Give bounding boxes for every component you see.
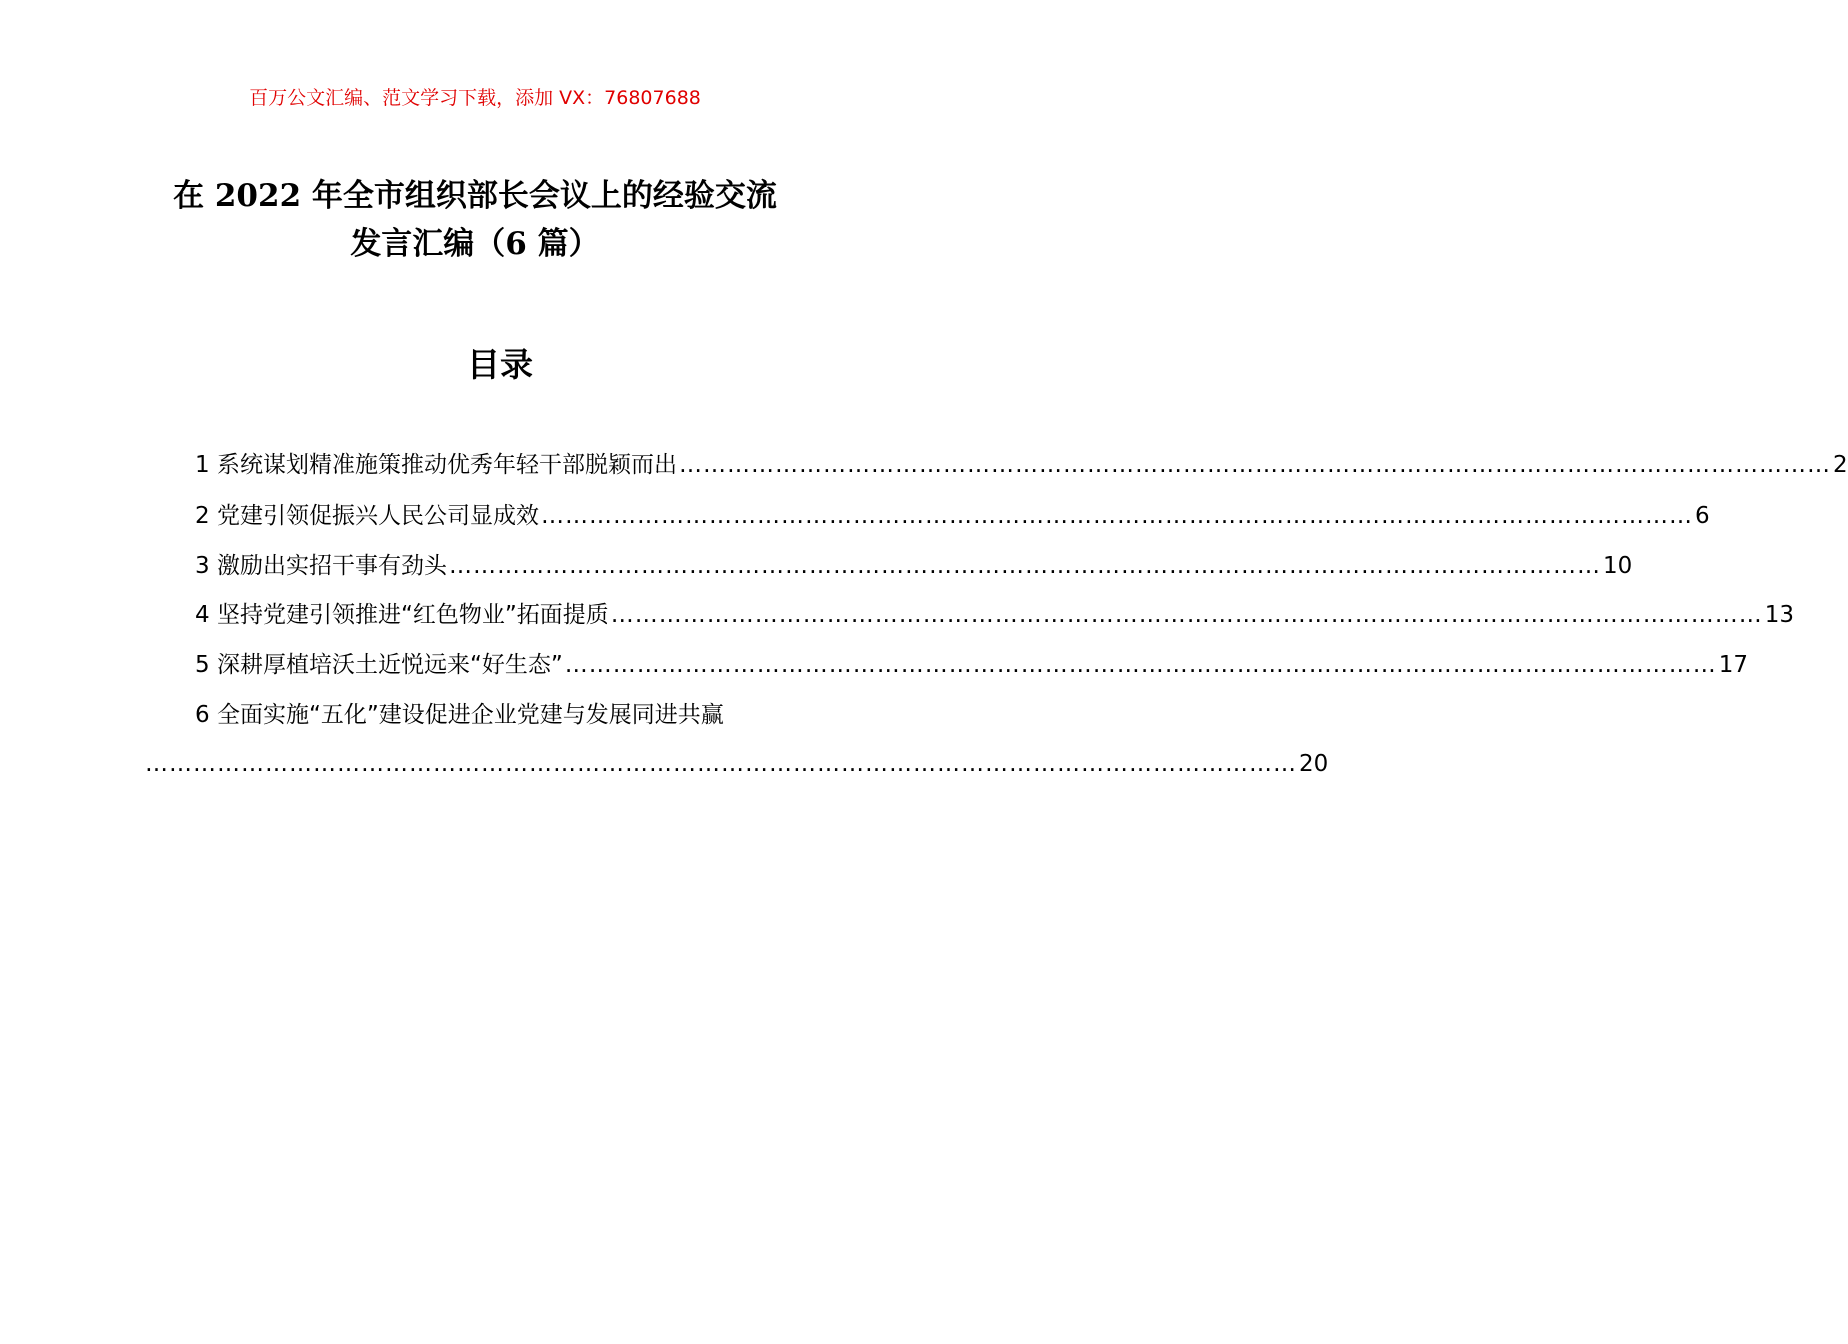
toc-leader-dots: ……………………………………………………………………………………………………………………………… xyxy=(564,652,1717,678)
toc-entry-6-continuation[interactable] xyxy=(145,747,1329,781)
toc-entry-6[interactable] xyxy=(195,698,805,732)
toc-entry-title: 4 坚持党建引领推进“红色物业”拓面提质 xyxy=(195,602,609,628)
toc-entry-4[interactable] xyxy=(195,598,1795,632)
toc-entry-page: 2 xyxy=(1832,452,1848,478)
toc-entry-title: 2 党建引领促振兴人民公司显成效 xyxy=(195,503,539,529)
toc-entry-title: 5 深耕厚植培沃土近悦远来“好生态” xyxy=(195,652,563,678)
toc-entry-title: 1 系统谋划精准施策推动优秀年轻干部脱颖而出 xyxy=(195,452,677,478)
toc-entry-3[interactable] xyxy=(195,549,1633,583)
toc-entry-5[interactable] xyxy=(195,648,1749,682)
toc-entry-title: 6 全面实施“五化”建设促进企业党建与发展同进共赢 xyxy=(195,702,724,728)
toc-entry-page: 6 xyxy=(1694,503,1710,529)
header-note: 百万公文汇编、范文学习下载，添加 VX：76807688 xyxy=(249,87,701,109)
toc-entry-page: 10 xyxy=(1602,553,1633,579)
toc-entry-page: 13 xyxy=(1764,602,1795,628)
toc-heading: 目录 xyxy=(467,345,533,384)
toc-entry-title: 3 激励出实招干事有劲头 xyxy=(195,553,447,579)
toc-leader-dots: ……………………………………………………………………………………………………………………………… xyxy=(145,751,1297,777)
toc-entry-1[interactable] xyxy=(195,448,1848,482)
toc-entry-page: 17 xyxy=(1718,652,1749,678)
toc-leader-dots: ……………………………………………………………………………………………………………………………… xyxy=(610,602,1763,628)
toc-entry-page: 20 xyxy=(1299,751,1329,777)
toc-leader-dots: ……………………………………………………………………………………………………………………………… xyxy=(540,503,1693,529)
toc-leader-dots: ……………………………………………………………………………………………………………………………… xyxy=(678,452,1831,478)
title-line-1: 在 2022 年全市组织部长会议上的经验交流 xyxy=(173,178,777,214)
toc-entry-2[interactable] xyxy=(195,499,1710,533)
toc-leader-dots: ……………………………………………………………………………………………………………………………… xyxy=(448,553,1601,579)
document-title xyxy=(0,172,950,268)
title-line-2: 发言汇编（6 篇） xyxy=(350,226,600,262)
